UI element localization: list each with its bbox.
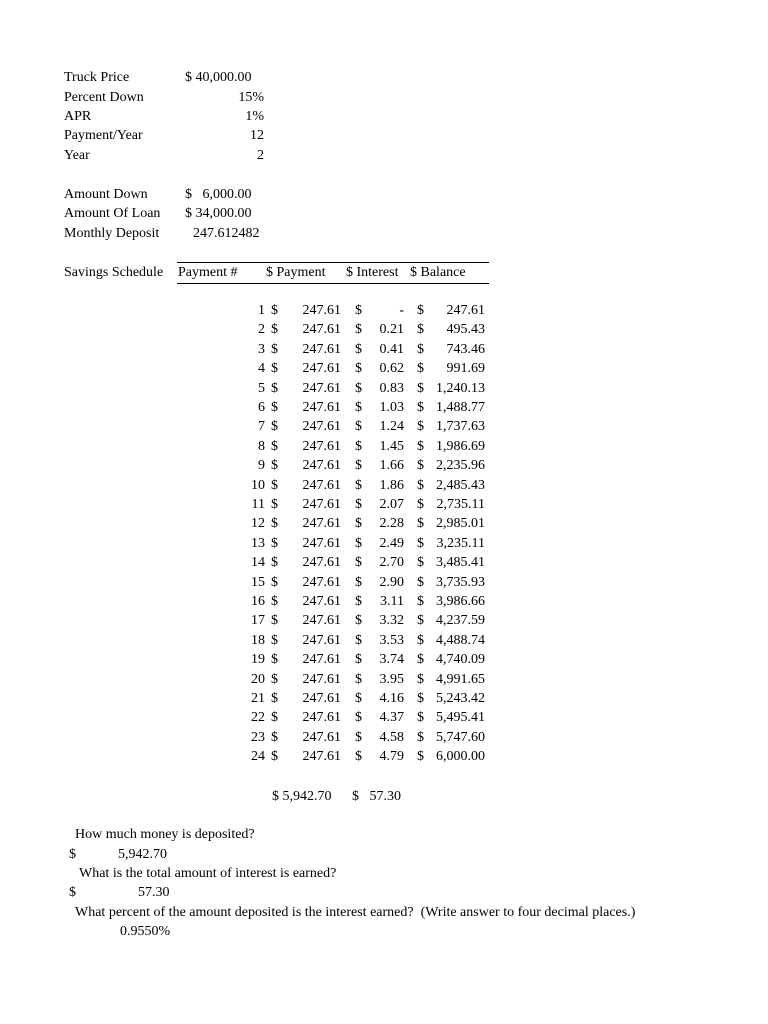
cell-payment-currency: $ <box>271 477 278 493</box>
cell-balance-currency: $ <box>417 458 424 474</box>
percent-down-value: 15% <box>238 90 264 105</box>
amount-of-loan-value: $ 34,000.00 <box>185 206 252 221</box>
cell-payment-currency: $ <box>271 574 278 590</box>
cell-interest-currency: $ <box>355 400 362 415</box>
cell-interest-amount: 2.70 <box>379 555 404 571</box>
cell-payment-currency: $ <box>271 400 278 415</box>
cell-interest-currency: $ <box>355 535 362 551</box>
cell-payment-currency: $ <box>271 749 278 765</box>
cell-interest-amount: 1.03 <box>379 400 404 415</box>
cell-interest-currency: $ <box>355 594 362 609</box>
cell-payment-currency: $ <box>271 303 278 318</box>
schedule-title: Savings Schedule <box>64 265 164 280</box>
cell-balance-amount: 2,735.11 <box>436 497 485 512</box>
cell-balance-amount: 247.61 <box>446 303 485 318</box>
cell-payment-amount: 247.61 <box>302 652 341 668</box>
cell-interest-currency: $ <box>355 729 362 745</box>
cell-payment-amount: 247.61 <box>302 671 341 687</box>
cell-payment-currency: $ <box>271 438 278 454</box>
cell-balance-currency: $ <box>417 516 424 532</box>
cell-payment-number: 21 <box>251 691 265 706</box>
cell-payment-number: 2 <box>258 322 265 338</box>
cell-payment-number: 6 <box>258 400 265 415</box>
cell-interest-currency: $ <box>355 574 362 590</box>
cell-payment-currency: $ <box>271 380 278 396</box>
cell-payment-number: 8 <box>258 438 265 454</box>
cell-payment-amount: 247.61 <box>302 341 341 357</box>
cell-interest-currency: $ <box>355 632 362 648</box>
cell-balance-amount: 991.69 <box>446 361 485 377</box>
cell-interest-amount: 1.86 <box>379 477 404 493</box>
cell-balance-currency: $ <box>417 477 424 493</box>
cell-payment-number: 13 <box>251 535 265 551</box>
cell-balance-currency: $ <box>417 361 424 377</box>
cell-balance-amount: 3,235.11 <box>436 535 485 551</box>
cell-payment-amount: 247.61 <box>302 303 341 318</box>
cell-payment-currency: $ <box>271 555 278 571</box>
cell-interest-amount: - <box>399 303 404 318</box>
cell-balance-amount: 2,235.96 <box>436 458 485 474</box>
cell-payment-currency: $ <box>271 613 278 629</box>
cell-balance-amount: 495.43 <box>446 322 485 338</box>
cell-interest-currency: $ <box>355 497 362 512</box>
apr-value: 1% <box>245 109 264 124</box>
cell-interest-currency: $ <box>355 691 362 706</box>
cell-payment-amount: 247.61 <box>302 710 341 726</box>
cell-interest-amount: 2.49 <box>379 535 404 551</box>
monthly-deposit-label: Monthly Deposit <box>64 226 160 241</box>
cell-balance-amount: 4,991.65 <box>436 671 485 687</box>
cell-payment-currency: $ <box>271 322 278 338</box>
apr-label: APR <box>64 109 92 124</box>
amount-down-label: Amount Down <box>64 187 148 202</box>
cell-interest-currency: $ <box>355 341 362 357</box>
cell-interest-amount: 3.74 <box>379 652 404 668</box>
cell-payment-number: 15 <box>251 574 265 590</box>
cell-payment-amount: 247.61 <box>302 749 341 765</box>
cell-balance-currency: $ <box>417 749 424 765</box>
cell-balance-amount: 5,495.41 <box>436 710 485 726</box>
cell-interest-amount: 4.79 <box>379 749 404 765</box>
cell-balance-amount: 4,488.74 <box>436 632 485 648</box>
cell-balance-currency: $ <box>417 574 424 590</box>
cell-payment-currency: $ <box>271 691 278 706</box>
cell-interest-amount: 2.28 <box>379 516 404 532</box>
cell-interest-amount: 1.66 <box>379 458 404 474</box>
cell-payment-number: 3 <box>258 341 265 357</box>
cell-payment-amount: 247.61 <box>302 322 341 338</box>
monthly-deposit-value: 247.612482 <box>193 226 260 241</box>
cell-interest-currency: $ <box>355 613 362 629</box>
cell-payment-currency: $ <box>271 458 278 474</box>
cell-interest-amount: 4.58 <box>379 729 404 745</box>
cell-payment-number: 10 <box>251 477 265 493</box>
cell-payment-number: 19 <box>251 652 265 668</box>
cell-balance-amount: 5,243.42 <box>436 691 485 706</box>
cell-interest-currency: $ <box>355 710 362 726</box>
cell-payment-number: 11 <box>251 497 265 512</box>
cell-interest-amount: 3.95 <box>379 671 404 687</box>
year-value: 2 <box>257 148 264 163</box>
cell-payment-number: 9 <box>258 458 265 474</box>
cell-payment-currency: $ <box>271 710 278 726</box>
cell-interest-amount: 2.07 <box>379 497 404 512</box>
cell-payment-number: 4 <box>258 361 265 377</box>
cell-payment-amount: 247.61 <box>302 380 341 396</box>
cell-payment-amount: 247.61 <box>302 594 341 609</box>
cell-balance-currency: $ <box>417 691 424 706</box>
header-payment: $ Payment <box>266 265 326 280</box>
answer-deposited: 5,942.70 <box>118 847 167 862</box>
percent-down-label: Percent Down <box>64 90 144 105</box>
cell-interest-amount: 0.83 <box>379 380 404 396</box>
cell-balance-amount: 1,488.77 <box>436 400 485 415</box>
cell-payment-currency: $ <box>271 361 278 377</box>
cell-payment-number: 16 <box>251 594 265 609</box>
cell-balance-amount: 4,237.59 <box>436 613 485 629</box>
cell-payment-number: 24 <box>251 749 265 765</box>
header-payment-number: Payment # <box>178 265 238 280</box>
cell-balance-currency: $ <box>417 303 424 318</box>
cell-interest-currency: $ <box>355 652 362 668</box>
cell-payment-amount: 247.61 <box>302 419 341 435</box>
cell-payment-currency: $ <box>271 535 278 551</box>
cell-interest-amount: 4.16 <box>379 691 404 706</box>
payment-per-year-value: 12 <box>250 128 264 143</box>
cell-balance-currency: $ <box>417 497 424 512</box>
cell-interest-currency: $ <box>355 749 362 765</box>
cell-balance-amount: 1,737.63 <box>436 419 485 435</box>
cell-payment-amount: 247.61 <box>302 691 341 706</box>
cell-balance-currency: $ <box>417 400 424 415</box>
question-deposited: How much money is deposited? <box>75 827 255 842</box>
cell-balance-currency: $ <box>417 341 424 357</box>
cell-interest-currency: $ <box>355 322 362 338</box>
header-balance: $ Balance <box>410 265 466 280</box>
cell-interest-currency: $ <box>355 555 362 571</box>
cell-payment-currency: $ <box>271 671 278 687</box>
cell-interest-amount: 1.24 <box>379 419 404 435</box>
cell-payment-amount: 247.61 <box>302 535 341 551</box>
cell-interest-amount: 3.53 <box>379 632 404 648</box>
cell-interest-currency: $ <box>355 671 362 687</box>
cell-balance-currency: $ <box>417 438 424 454</box>
cell-interest-amount: 2.90 <box>379 574 404 590</box>
cell-interest-amount: 1.45 <box>379 438 404 454</box>
cell-interest-currency: $ <box>355 438 362 454</box>
amount-of-loan-label: Amount Of Loan <box>64 206 161 221</box>
cell-balance-currency: $ <box>417 419 424 435</box>
question-interest: What is the total amount of interest is earned? <box>79 866 337 881</box>
cell-interest-amount: 4.37 <box>379 710 404 726</box>
cell-balance-currency: $ <box>417 613 424 629</box>
cell-payment-currency: $ <box>271 341 278 357</box>
answer-percent: 0.9550% <box>120 924 171 939</box>
cell-balance-currency: $ <box>417 710 424 726</box>
cell-payment-number: 20 <box>251 671 265 687</box>
cell-interest-amount: 3.32 <box>379 613 404 629</box>
cell-balance-amount: 3,485.41 <box>436 555 485 571</box>
cell-balance-currency: $ <box>417 632 424 648</box>
answer-interest-currency: $ <box>69 885 76 900</box>
cell-payment-amount: 247.61 <box>302 729 341 745</box>
cell-balance-amount: 5,747.60 <box>436 729 485 745</box>
cell-interest-currency: $ <box>355 303 362 318</box>
cell-balance-currency: $ <box>417 671 424 687</box>
amount-down-value: $ 6,000.00 <box>185 187 252 202</box>
payment-per-year-label: Payment/Year <box>64 128 143 143</box>
cell-interest-amount: 0.41 <box>379 341 404 357</box>
cell-interest-currency: $ <box>355 380 362 396</box>
cell-payment-currency: $ <box>271 594 278 609</box>
truck-price-label: Truck Price <box>64 70 130 85</box>
cell-interest-currency: $ <box>355 361 362 377</box>
cell-payment-number: 22 <box>251 710 265 726</box>
cell-balance-currency: $ <box>417 594 424 609</box>
answer-interest: 57.30 <box>138 885 170 900</box>
cell-interest-amount: 0.62 <box>379 361 404 377</box>
cell-interest-currency: $ <box>355 516 362 532</box>
cell-balance-amount: 3,986.66 <box>436 594 485 609</box>
cell-interest-amount: 0.21 <box>379 322 404 338</box>
header-bottom-rule <box>177 283 489 284</box>
cell-payment-amount: 247.61 <box>302 400 341 415</box>
cell-payment-currency: $ <box>271 497 278 512</box>
cell-payment-amount: 247.61 <box>302 516 341 532</box>
cell-payment-number: 7 <box>258 419 265 435</box>
cell-payment-number: 1 <box>258 303 265 318</box>
cell-payment-amount: 247.61 <box>302 497 341 512</box>
cell-payment-amount: 247.61 <box>302 555 341 571</box>
cell-payment-amount: 247.61 <box>302 438 341 454</box>
cell-balance-amount: 1,240.13 <box>436 380 485 396</box>
cell-payment-currency: $ <box>271 516 278 532</box>
cell-payment-amount: 247.61 <box>302 477 341 493</box>
cell-payment-amount: 247.61 <box>302 574 341 590</box>
truck-price-value: $ 40,000.00 <box>185 70 252 85</box>
cell-balance-amount: 1,986.69 <box>436 438 485 454</box>
cell-balance-amount: 3,735.93 <box>436 574 485 590</box>
cell-balance-amount: 2,485.43 <box>436 477 485 493</box>
cell-balance-currency: $ <box>417 729 424 745</box>
cell-balance-currency: $ <box>417 535 424 551</box>
cell-balance-currency: $ <box>417 322 424 338</box>
cell-interest-currency: $ <box>355 458 362 474</box>
cell-payment-amount: 247.61 <box>302 632 341 648</box>
cell-payment-number: 5 <box>258 380 265 396</box>
cell-balance-amount: 6,000.00 <box>436 749 485 765</box>
cell-balance-currency: $ <box>417 555 424 571</box>
cell-interest-currency: $ <box>355 477 362 493</box>
cell-payment-number: 14 <box>251 555 265 571</box>
header-top-rule <box>177 262 489 263</box>
cell-interest-currency: $ <box>355 419 362 435</box>
year-label: Year <box>64 148 90 163</box>
answer-deposited-currency: $ <box>69 847 76 862</box>
cell-payment-amount: 247.61 <box>302 361 341 377</box>
cell-balance-currency: $ <box>417 652 424 668</box>
cell-payment-number: 12 <box>251 516 265 532</box>
total-payment: $ 5,942.70 <box>272 789 332 804</box>
cell-payment-amount: 247.61 <box>302 458 341 474</box>
cell-payment-number: 17 <box>251 613 265 629</box>
header-interest: $ Interest <box>346 265 399 280</box>
cell-payment-amount: 247.61 <box>302 613 341 629</box>
cell-payment-currency: $ <box>271 632 278 648</box>
cell-interest-amount: 3.11 <box>380 594 404 609</box>
cell-balance-currency: $ <box>417 380 424 396</box>
cell-payment-currency: $ <box>271 729 278 745</box>
question-percent: What percent of the amount deposited is the interest earned? (Write answer to four decimal places.) <box>75 905 636 920</box>
cell-payment-number: 18 <box>251 632 265 648</box>
cell-balance-amount: 4,740.09 <box>436 652 485 668</box>
cell-payment-number: 23 <box>251 729 265 745</box>
cell-payment-currency: $ <box>271 419 278 435</box>
cell-balance-amount: 2,985.01 <box>436 516 485 532</box>
cell-balance-amount: 743.46 <box>446 341 485 357</box>
total-interest: $ 57.30 <box>352 789 401 804</box>
cell-payment-currency: $ <box>271 652 278 668</box>
